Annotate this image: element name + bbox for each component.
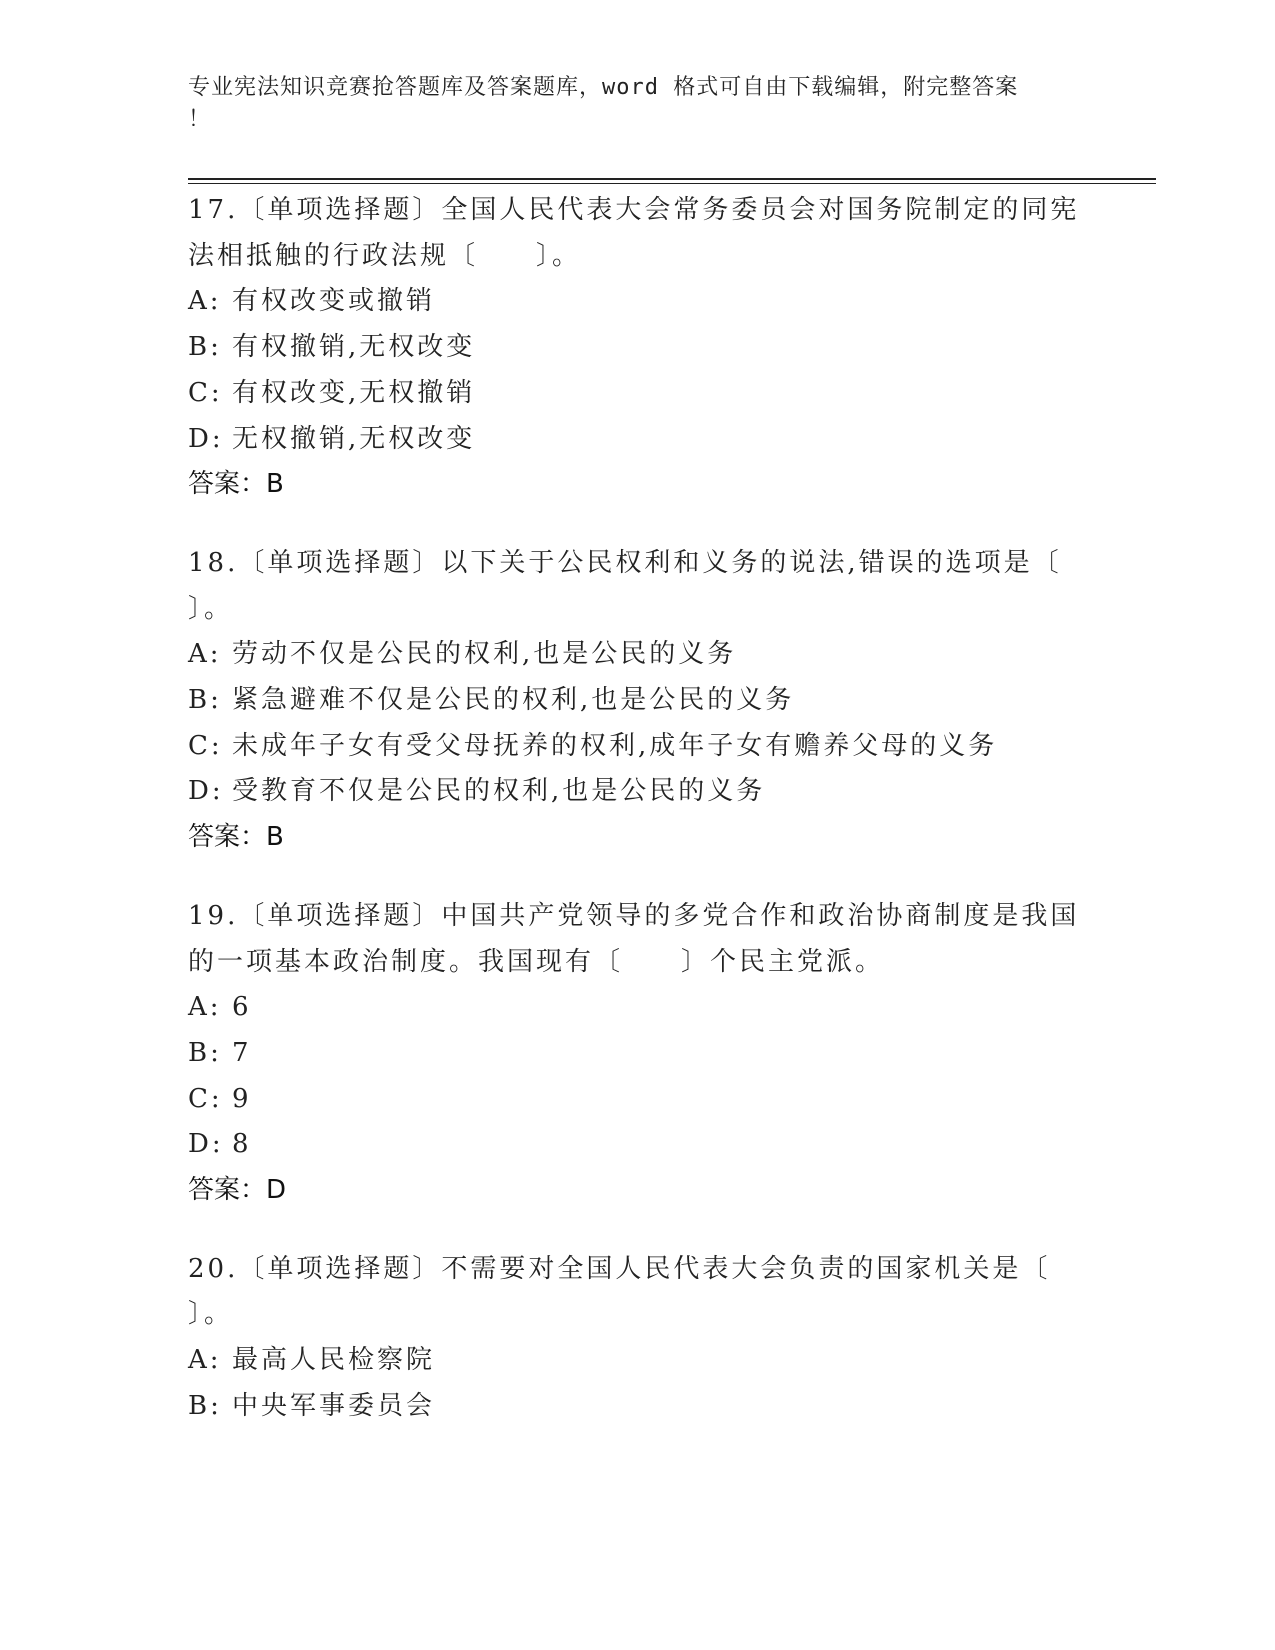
option-item (188, 632, 1088, 678)
question-text-line: 法相抵触的行政法规〔 〕。 (188, 240, 582, 271)
option-item (188, 985, 1088, 1031)
question-text-line: 的一项基本政治制度。我国现有〔 〕个民主党派。 (188, 946, 885, 977)
option-text: 6 (232, 992, 252, 1023)
option-item (188, 279, 1088, 325)
option-text: 未成年子女有受父母抚养的权利,成年子女有赡养父母的义务 (232, 730, 998, 761)
option-letter: D: (188, 423, 224, 454)
option-letter: D: (188, 776, 224, 807)
question-text-line: 17.〔单项选择题〕全国人民代表大会常务委员会对国务院制定的同宪 (188, 195, 1080, 225)
option-text: 最高人民检察院 (232, 1345, 436, 1376)
question-text-line: 19.〔单项选择题〕中国共产党领导的多党合作和政治协商制度是我国 (188, 900, 1080, 931)
answer-line: 答案：B (188, 822, 284, 853)
question-block (188, 1247, 1088, 1430)
option-item (188, 678, 1088, 724)
option-letter: B: (188, 1390, 222, 1421)
option-text: 紧急避难不仅是公民的权利,也是公民的义务 (232, 685, 795, 716)
header-title-line: 专业宪法知识竞赛抢答题库及答案题库，word 格式可自由下载编辑，附完整答案 (188, 75, 1019, 100)
header-rule-thick (188, 178, 1156, 180)
question-block (188, 188, 1088, 508)
option-letter: C: (188, 377, 223, 408)
option-item (188, 371, 1088, 417)
option-letter: C: (188, 730, 223, 761)
question-text-line: 〕。 (188, 593, 234, 624)
option-item (188, 325, 1088, 371)
option-item (188, 1077, 1088, 1123)
option-letter: A: (188, 639, 222, 670)
question-block (188, 894, 1088, 1214)
header-rule-thin (188, 183, 1156, 184)
option-text: 9 (232, 1083, 252, 1114)
option-text: 有权改变,无权撤销 (232, 377, 476, 408)
option-text: 劳动不仅是公民的权利,也是公民的义务 (232, 639, 737, 670)
option-letter: C: (188, 1083, 223, 1114)
option-item (188, 417, 1088, 463)
answer-line: 答案：D (188, 1175, 287, 1206)
option-text: 中央军事委员会 (232, 1390, 436, 1421)
question-list (188, 188, 1088, 1463)
option-item (188, 1338, 1088, 1384)
option-text: 无权撤销,无权改变 (232, 423, 476, 454)
option-letter: A: (188, 992, 222, 1023)
option-text: 有权撤销,无权改变 (232, 332, 476, 363)
answer-line: 答案：B (188, 469, 284, 500)
header-title-line-continued: ！ (188, 107, 212, 132)
option-letter: D: (188, 1129, 224, 1160)
option-item (188, 1122, 1088, 1168)
question-text-line: 18.〔单项选择题〕以下关于公民权利和义务的说法,错误的选项是〔 (188, 547, 1062, 578)
option-letter: A: (188, 286, 222, 317)
option-item (188, 1384, 1088, 1430)
option-item (188, 769, 1088, 815)
option-text: 7 (232, 1037, 252, 1068)
option-text: 有权改变或撤销 (232, 286, 436, 317)
question-block (188, 541, 1088, 861)
option-letter: B: (188, 685, 222, 716)
option-item (188, 1031, 1088, 1077)
document-header (188, 72, 1068, 136)
option-letter: B: (188, 1037, 222, 1068)
option-item (188, 724, 1088, 770)
option-letter: A: (188, 1345, 222, 1376)
question-text-line: 20.〔单项选择题〕不需要对全国人民代表大会负责的国家机关是〔 (188, 1253, 1051, 1284)
option-letter: B: (188, 332, 222, 363)
question-text-line: 〕。 (188, 1299, 234, 1330)
option-text: 8 (232, 1129, 252, 1160)
option-text: 受教育不仅是公民的权利,也是公民的义务 (232, 776, 766, 807)
